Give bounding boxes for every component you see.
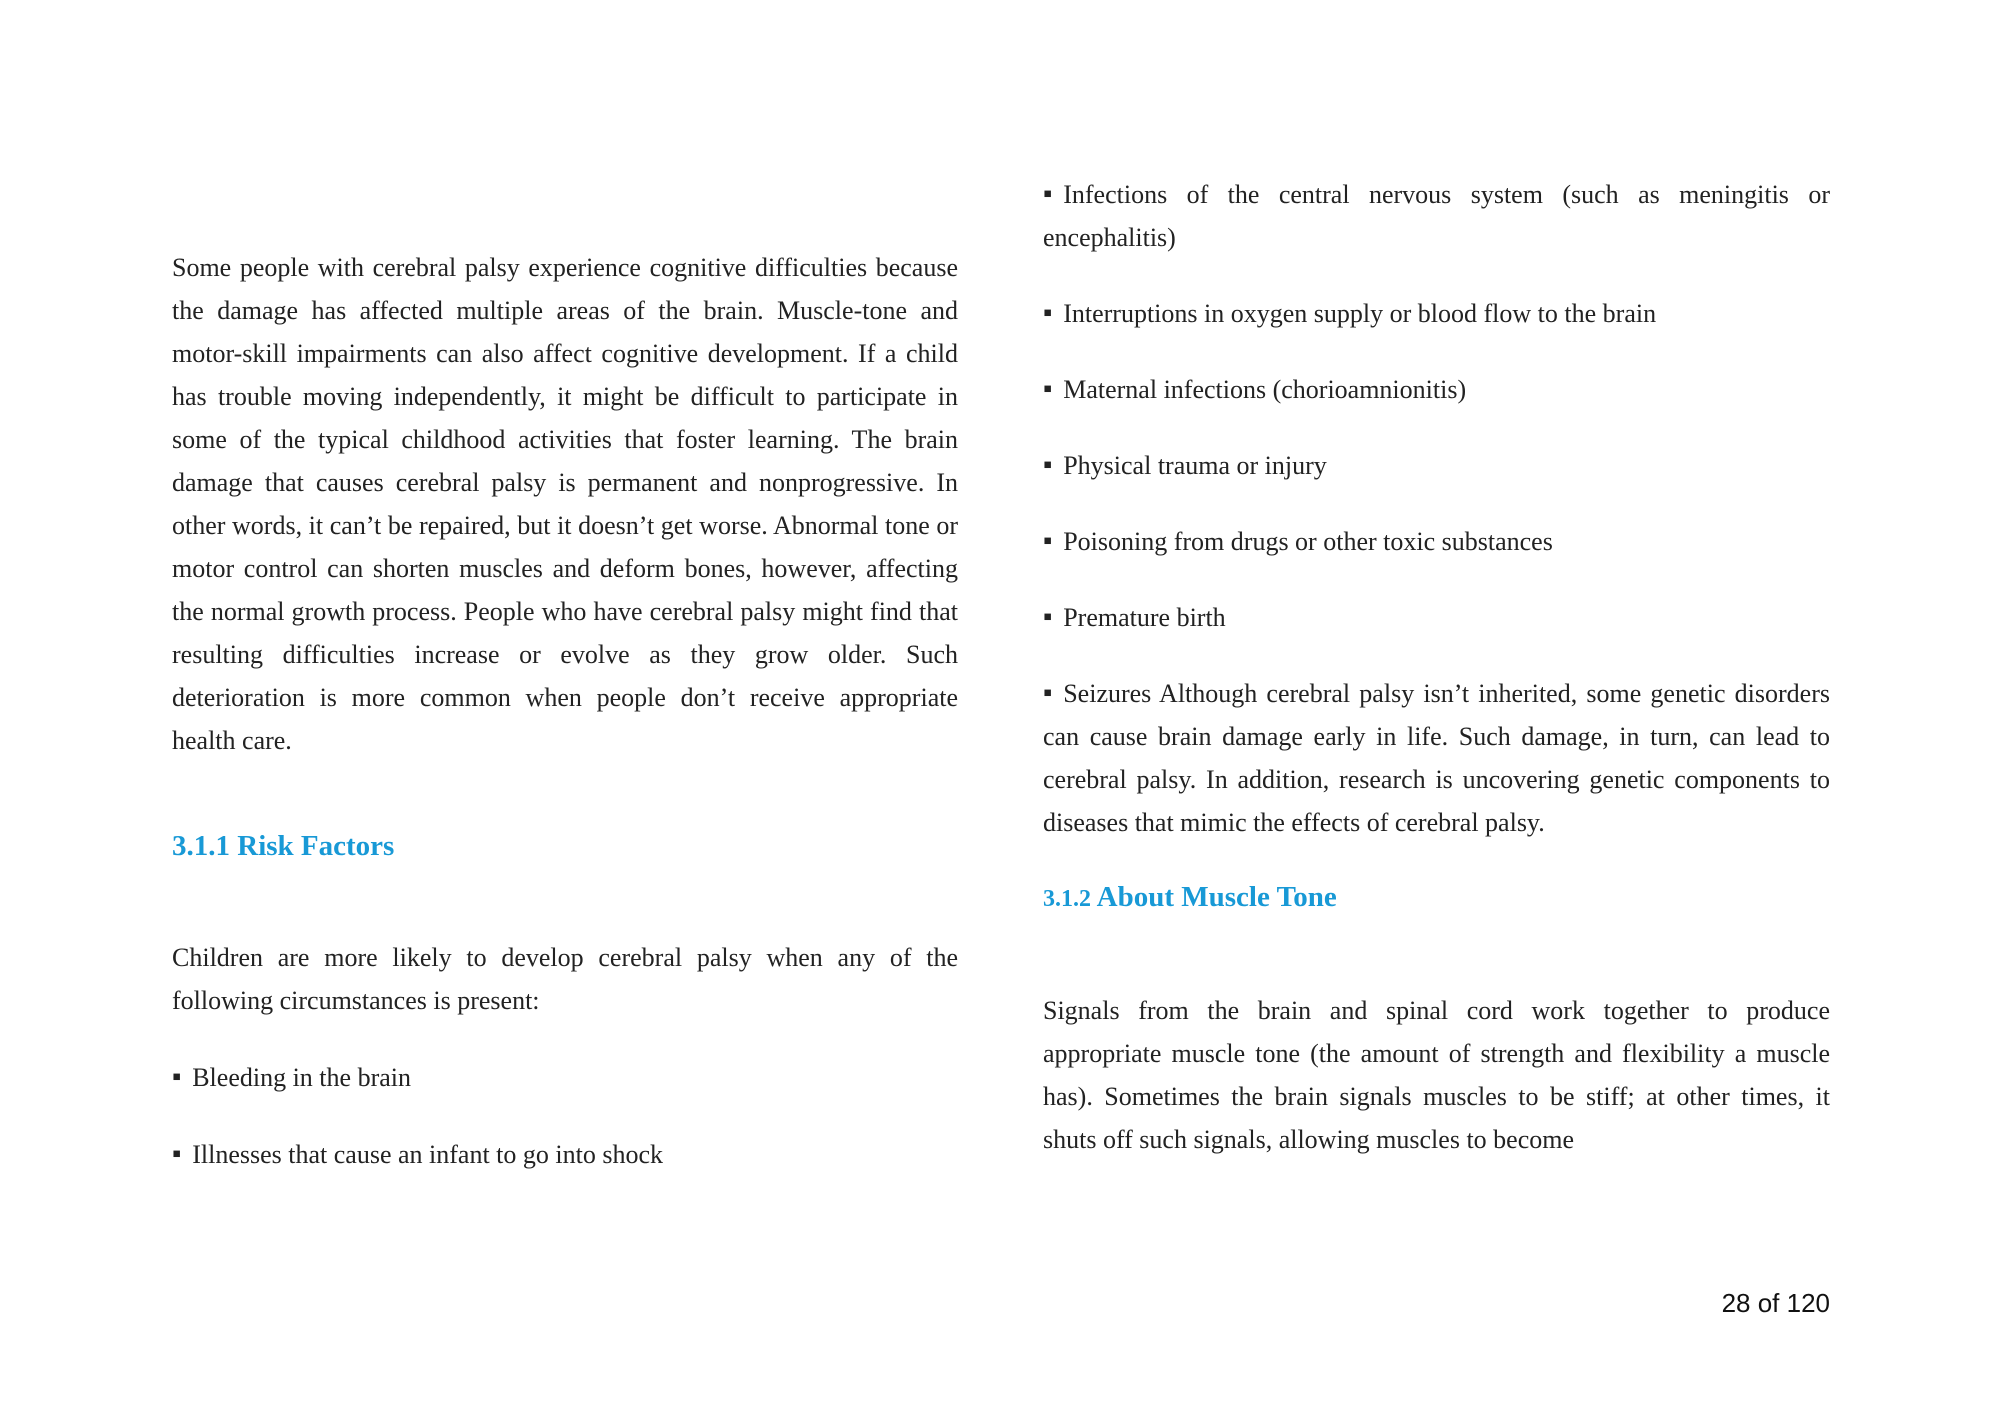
- bullet-square-icon: ▪: [1043, 374, 1053, 403]
- list-item-text: Poisoning from drugs or other toxic substances: [1063, 527, 1553, 556]
- list-item-text: Illnesses that cause an infant to go into shock: [192, 1140, 663, 1169]
- bullet-square-icon: ▪: [1043, 179, 1053, 208]
- bullet-square-icon: ▪: [1043, 602, 1053, 631]
- paragraph-muscle-tone: Signals from the brain and spinal cord work together to produce appropriate muscle tone (the amount of strength and flexibility a muscle has). Sometimes the brain signals muscles to be stiff; at other times, it shuts off such signals, allowing muscles to become: [1043, 996, 1830, 1154]
- bullet-square-icon: ▪: [1043, 298, 1053, 327]
- section-number: 3.1.2: [1043, 886, 1091, 912]
- list-item-bleeding: [172, 1056, 958, 1099]
- bullet-square-icon: ▪: [172, 1139, 182, 1168]
- list-item-text: Premature birth: [1063, 603, 1226, 632]
- section-heading-about-muscle-tone: [1043, 877, 1830, 919]
- list-item-illnesses: [172, 1133, 958, 1176]
- section-title: Risk Factors: [237, 830, 395, 862]
- list-item-text: Bleeding in the brain: [192, 1063, 411, 1092]
- list-item-seizures: [1043, 672, 1830, 844]
- list-item-oxygen: [1043, 292, 1830, 335]
- left-column: [172, 246, 958, 1176]
- right-column: [1043, 173, 1830, 1161]
- bullet-square-icon: ▪: [172, 1062, 182, 1091]
- list-item-text: Maternal infections (chorioamnionitis): [1063, 375, 1467, 404]
- list-item-text: Seizures Although cerebral palsy isn’t inherited, some genetic disorders can cause brain damage early in life. Such damage, in turn, can lead to cerebral palsy. In addition, research is uncovering genetic components to diseases that mimic the effects of cerebral palsy.: [1043, 679, 1830, 837]
- bullet-square-icon: ▪: [1043, 450, 1053, 479]
- list-item-text: Physical trauma or injury: [1063, 451, 1327, 480]
- list-item-poisoning: [1043, 520, 1830, 563]
- list-item-infections: [1043, 173, 1830, 259]
- paragraph-cognitive-difficulties: Some people with cerebral palsy experience cognitive difficulties because the damage has affected multiple areas of the brain. Muscle-tone and motor-skill impairments can also affect cognitive development. If a child has trouble moving independently, it might be difficult to participate in some of the typical childhood activities that foster learning. The brain damage that causes cerebral palsy is permanent and nonprogressive. In other words, it can’t be repaired, but it doesn’t get worse. Abnormal tone or motor control can shorten muscles and deform bones, however, affecting the normal growth process. People who have cerebral palsy might find that resulting difficulties increase or evolve as they grow older. Such deterioration is more common when people don’t receive appropriate health care.: [172, 253, 958, 755]
- section-number: 3.1.1: [172, 830, 230, 862]
- bullet-square-icon: ▪: [1043, 678, 1053, 707]
- page-number-indicator: 28 of 120: [1721, 1288, 1830, 1318]
- section-heading-risk-factors: [172, 826, 958, 866]
- paragraph-risk-intro: Children are more likely to develop cerebral palsy when any of the following circumstances is present:: [172, 943, 958, 1015]
- list-item-text: Infections of the central nervous system (such as meningitis or encephalitis): [1043, 180, 1830, 252]
- bullet-square-icon: ▪: [1043, 526, 1053, 555]
- list-item-trauma: [1043, 444, 1830, 487]
- list-item-text: Interruptions in oxygen supply or blood flow to the brain: [1063, 299, 1657, 328]
- list-item-premature-birth: [1043, 596, 1830, 639]
- list-item-maternal-infections: [1043, 368, 1830, 411]
- section-title: About Muscle Tone: [1096, 881, 1337, 913]
